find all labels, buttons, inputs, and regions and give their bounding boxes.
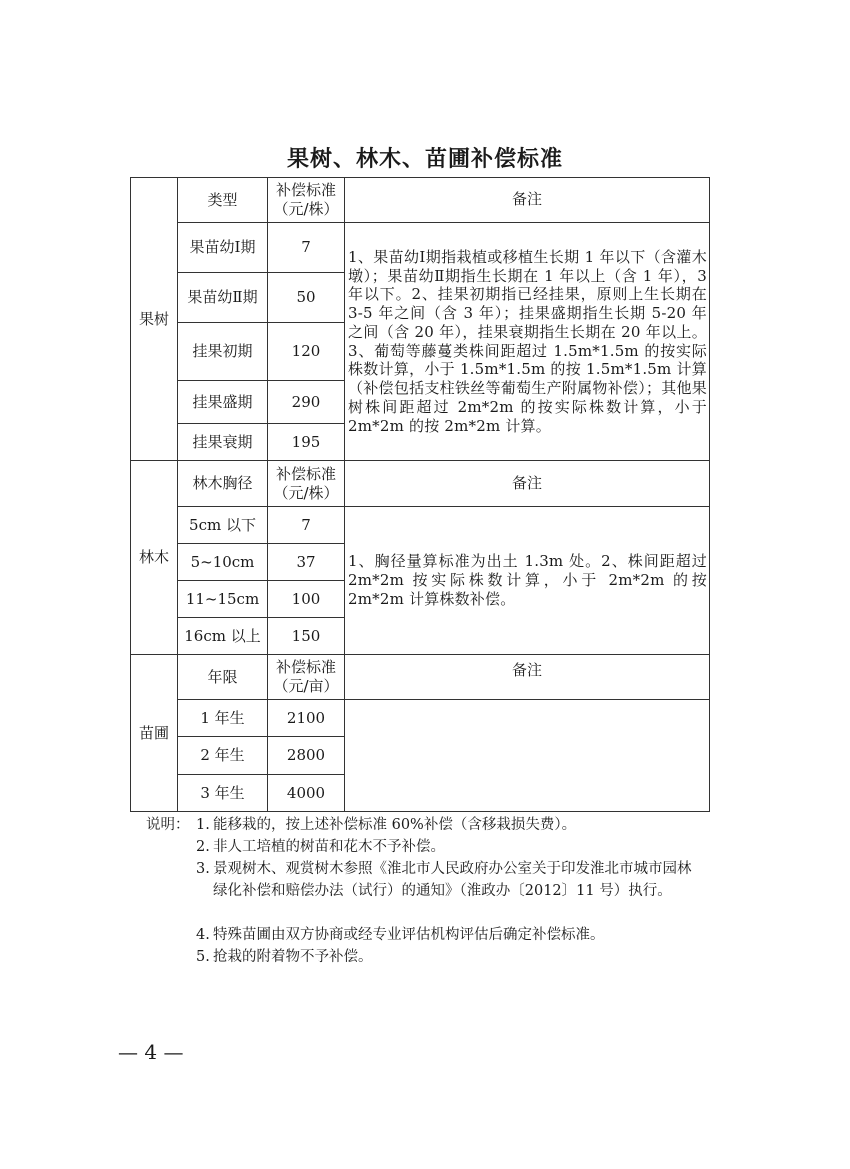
timber-row-value: 100 xyxy=(268,581,345,618)
compensation-table xyxy=(130,177,710,812)
fruit-row-type: 挂果初期 xyxy=(178,323,268,381)
header-remark-fruit: 备注 xyxy=(345,178,710,223)
nursery-row-type: 3 年生 xyxy=(178,775,268,812)
timber-row-value: 150 xyxy=(268,618,345,655)
timber-row-type: 5cm 以下 xyxy=(178,507,268,544)
nursery-note xyxy=(345,700,710,812)
nursery-row-value: 2800 xyxy=(268,737,345,775)
fruit-row-type: 果苗幼Ⅱ期 xyxy=(178,273,268,323)
timber-row-type: 16cm 以上 xyxy=(178,618,268,655)
note-item xyxy=(196,947,701,969)
fruit-row-type: 挂果衰期 xyxy=(178,424,268,461)
fruit-note: 1、果苗幼Ⅰ期指栽植或移植生长期 1 年以下（含灌木墩）；果苗幼Ⅱ期指生长期在 1 年以上（含 1 年），3 年以下。2、挂果初期指已经挂果，原则上生长期在 3-5 年之间（含 3 年）；挂果盛期指生长期 5-20 年之间（含 20 年），挂果衰期指生长期在 20 年以上。3、葡萄等藤蔓类株间距超过 1.5m*1.5m 的按实际株数计算，小于 1.5m*1.5m 的按 1.5m*1.5m 计算（补偿包括支柱铁丝等葡萄生产附属物补偿）；其他果树株间距超过 2m*2m 的按实际株数计算，小于 2m*2m 的按 2m*2m 计算。 xyxy=(345,223,710,461)
header-type-nursery: 年限 xyxy=(178,655,268,700)
category-timber: 林木 xyxy=(131,461,178,655)
timber-row-value: 7 xyxy=(268,507,345,544)
fruit-row-type: 挂果盛期 xyxy=(178,381,268,424)
timber-row-type: 5~10cm xyxy=(178,544,268,581)
header-type-fruit: 类型 xyxy=(178,178,268,223)
nursery-row-value: 2100 xyxy=(268,700,345,737)
note-number: 5. xyxy=(196,949,210,965)
header-remark-timber: 备注 xyxy=(345,461,710,507)
fruit-row-value: 50 xyxy=(268,273,345,323)
header-remark-nursery: 备注 xyxy=(345,655,710,700)
note-number: 3. xyxy=(196,861,210,877)
fruit-row-value: 120 xyxy=(268,323,345,381)
notes-lead: 说明： xyxy=(146,817,190,833)
header-standard-timber: 补偿标准 （元/株） xyxy=(268,461,345,507)
fruit-row-type: 果苗幼Ⅰ期 xyxy=(178,223,268,273)
nursery-row-type: 1 年生 xyxy=(178,700,268,737)
page-number: — 4 — xyxy=(118,1040,184,1064)
nursery-row-type: 2 年生 xyxy=(178,737,268,775)
fruit-row-value: 290 xyxy=(268,381,345,424)
note-item xyxy=(196,859,701,902)
timber-row-value: 37 xyxy=(268,544,345,581)
note-text: 抢栽的附着物不予补偿。 xyxy=(213,949,373,965)
note-number: 4. xyxy=(196,927,210,943)
category-nursery: 苗圃 xyxy=(131,655,178,812)
note-item xyxy=(196,925,701,947)
note-item xyxy=(196,837,701,859)
fruit-row-value: 195 xyxy=(268,424,345,461)
note-item xyxy=(196,815,701,837)
timber-note: 1、胸径量算标准为出土 1.3m 处。2、株间距超过 2m*2m 按实际株数计算，小于 2m*2m 的按 2m*2m 计算株数补偿。 xyxy=(345,507,710,655)
note-number: 1. xyxy=(196,817,210,833)
header-standard-nursery: 补偿标准 （元/亩） xyxy=(268,655,345,700)
nursery-row-value: 4000 xyxy=(268,775,345,812)
note-text: 能移栽的，按上述补偿标准 60%补偿（含移栽损失费）。 xyxy=(213,817,577,833)
header-standard-fruit: 补偿标准 （元/株） xyxy=(268,178,345,223)
header-type-timber: 林木胸径 xyxy=(178,461,268,507)
fruit-row-value: 7 xyxy=(268,223,345,273)
note-text: 景观树木、观赏树木参照《淮北市人民政府办公室关于印发淮北市城市园林绿化补偿和赔偿办法（试行）的通知》（淮政办〔2012〕11 号）执行。 xyxy=(213,861,692,899)
note-number: 2. xyxy=(196,839,210,855)
timber-row-type: 11~15cm xyxy=(178,581,268,618)
note-text: 特殊苗圃由双方协商或经专业评估机构评估后确定补偿标准。 xyxy=(213,927,605,943)
note-text: 非人工培植的树苗和花木不予补偿。 xyxy=(213,839,445,855)
category-fruit: 果树 xyxy=(131,178,178,461)
page-title: 果树、林木、苗圃补偿标准 xyxy=(286,147,563,172)
